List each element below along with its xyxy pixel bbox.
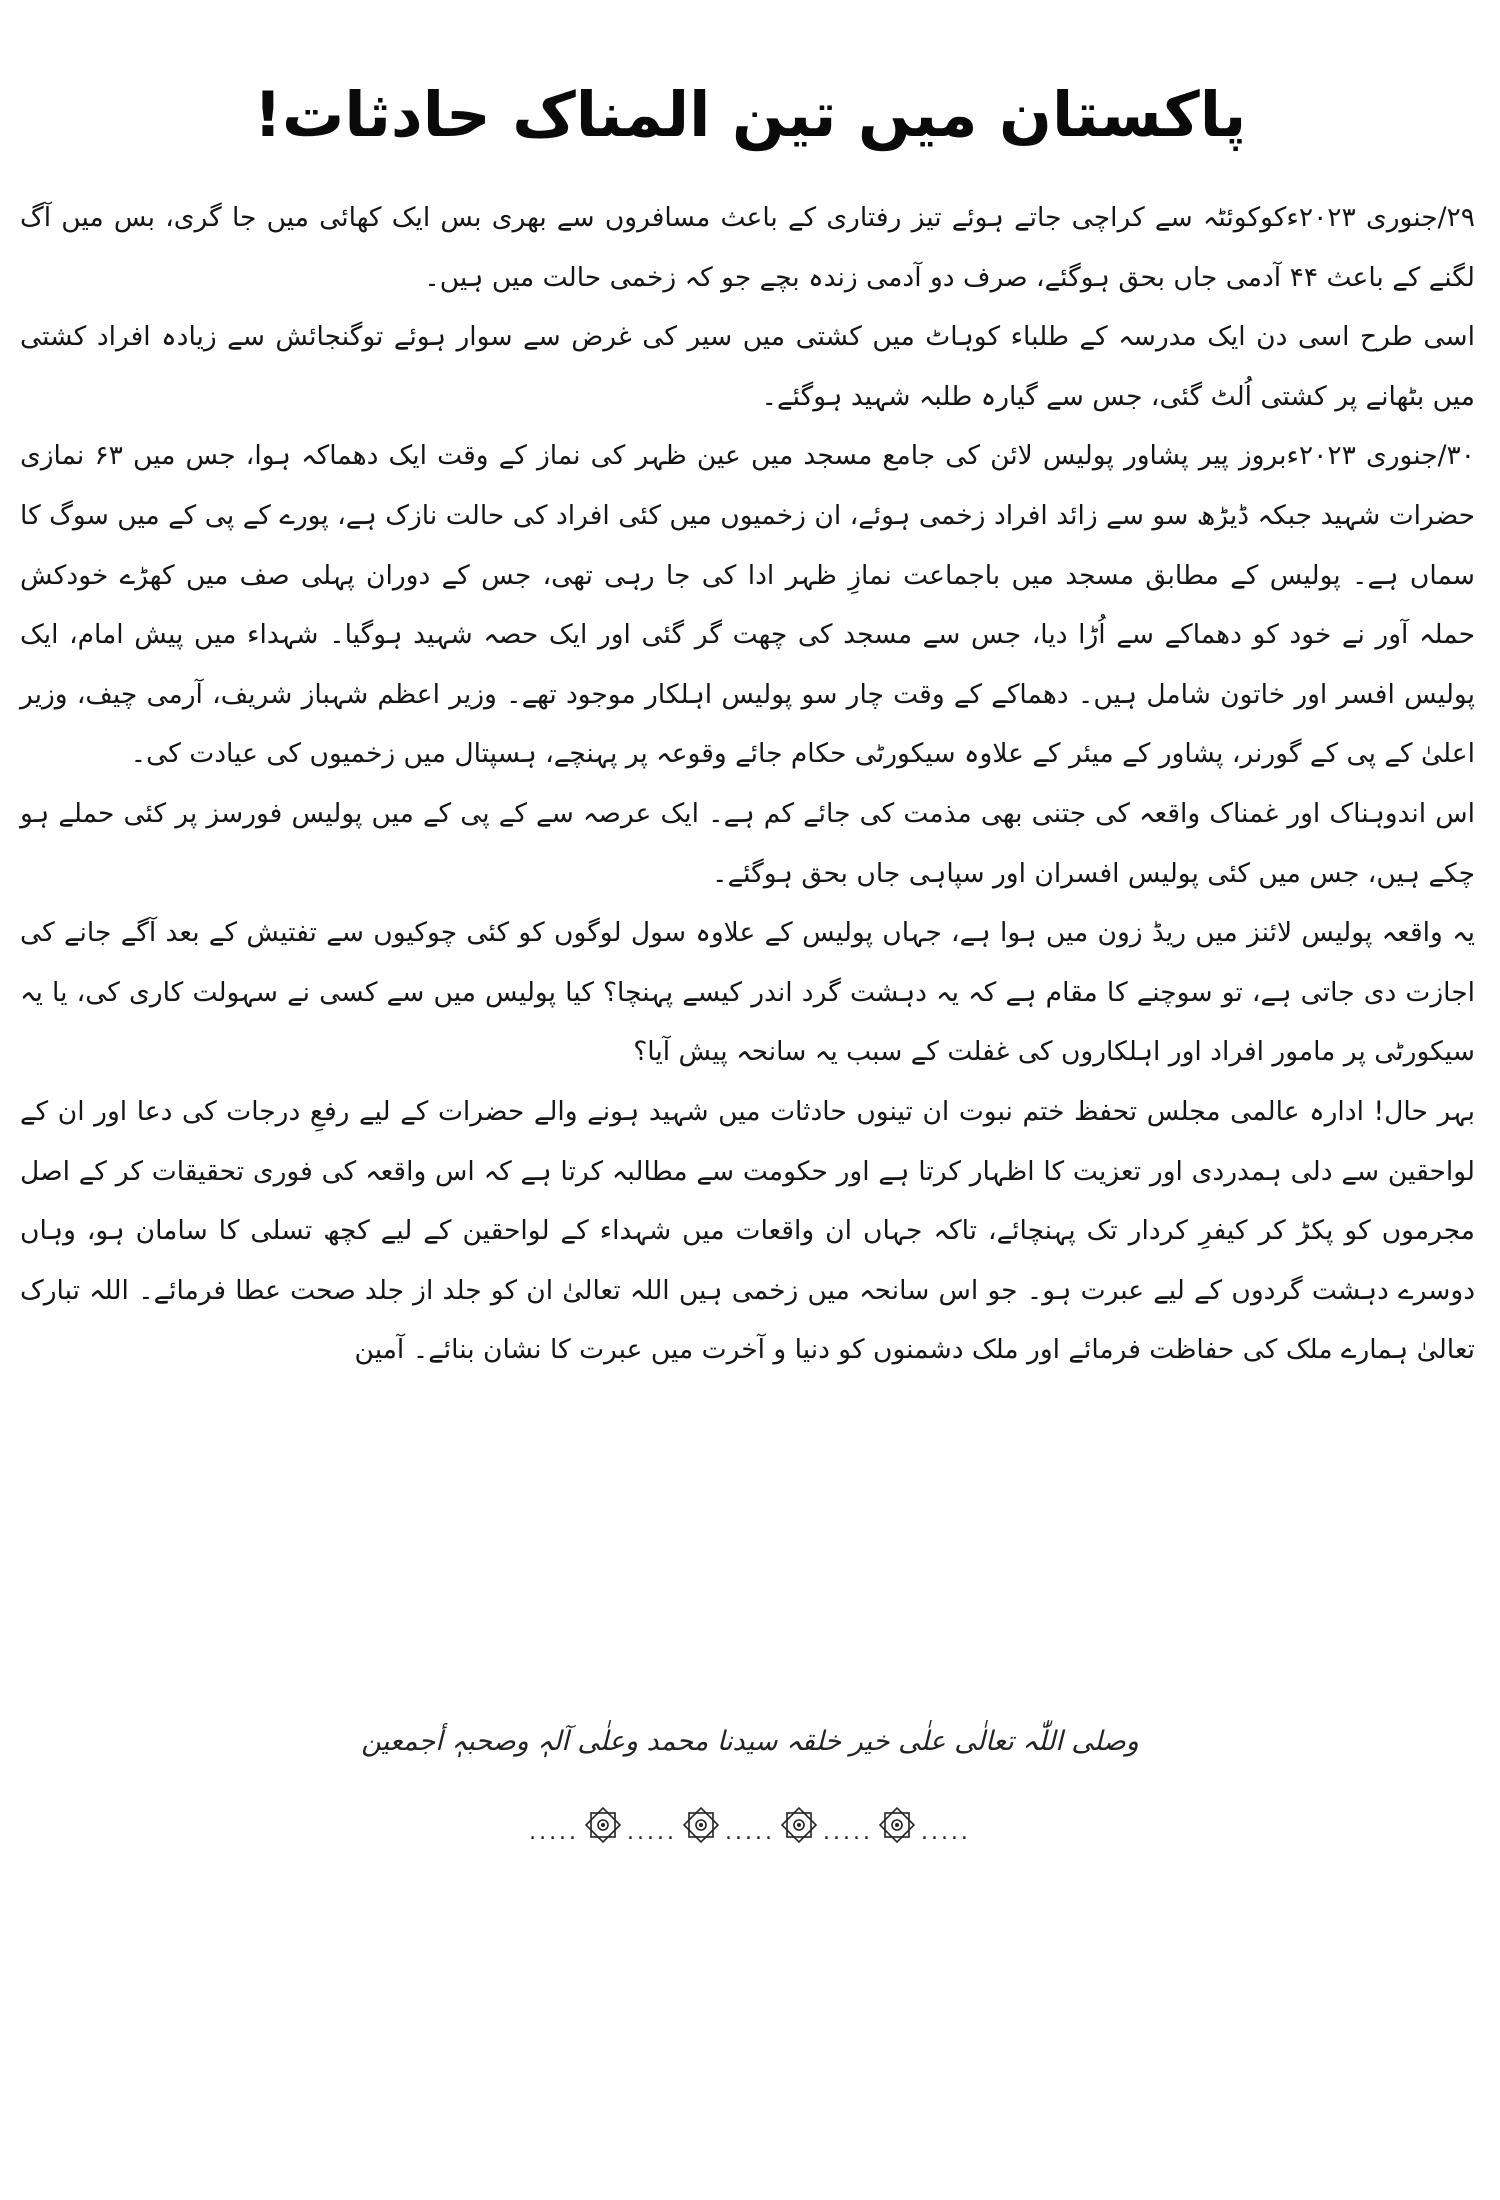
paragraph-security-questions: یہ واقعہ پولیس لائنز میں ریڈ زون میں ہوا ہے، جہاں پولیس کے علاوہ سول لوگوں کو کئی چوکیوں سے تفتیش کے بعد آگے جانے کی اجازت دی جاتی ہے، تو سوچنے کا مقام ہے کہ یہ دہشت گرد اندر کیسے پہنچا؟ کیا پولیس میں سے کسی نے سہولت کاری کی، یا یہ سیکورٹی پر مامور افراد اور اہلکاروں کی غفلت کے سبب یہ سانحہ پیش آیا؟	[20, 917, 1475, 1068]
article-title: پاکستان میں تین المناک حادثات!	[253, 78, 1247, 151]
paragraph-condemnation: اس اندوہناک اور غمناک واقعہ کی جتنی بھی مذمت کی جائے کم ہے۔ ایک عرصہ سے کے پی کے میں پولیس فورسز پر کئی حملے ہو چکے ہیں، جس میں کئی پولیس افسران اور سپاہی جاں بحق ہوگئے۔	[20, 797, 1475, 889]
separator-dots: .....	[725, 1819, 775, 1845]
separator-dots: .....	[529, 1819, 580, 1845]
eight-point-star-icon	[877, 1805, 917, 1845]
article-body	[20, 188, 1475, 1380]
eight-point-star-icon	[583, 1805, 623, 1845]
closing-prayer: وصلی اللّٰہ تعالٰی علٰی خیر خلقہ سیدنا محمد وعلٰی آلہٖ وصحبہٖ أجمعین	[361, 1726, 1139, 1757]
paragraph-prayer-and-demand: بہر حال! ادارہ عالمی مجلس تحفظ ختم نبوت ان تینوں حادثات میں شہید ہونے والے حضرات کے لیے رفعِ درجات کی دعا اور ان کے لواحقین سے دلی ہمدردی اور تعزیت کا اظہار کرتا ہے اور حکومت سے مطالبہ کرتا ہے کہ اس واقعہ کی فوری تحقیقات کر کے اصل مجرموں کو پکڑ کر کیفرِ کردار تک پہنچائے، تاکہ جہاں ان واقعات میں شہداء کے لواحقین کے لیے کچھ تسلی کا سامان ہو، وہاں دوسرے دہشت گردوں کے لیے عبرت ہو۔ جو اس سانحہ میں زخمی ہیں اللہ تعالیٰ ان کو جلد از جلد صحت عطا فرمائے۔ اللہ تبارک تعالیٰ ہمارے ملک کی حفاظت فرمائے اور ملک دشمنوں کو دنیا و آخرت میں عبرت کا نشان بنائے۔ آمین	[20, 1095, 1475, 1366]
eight-point-star-icon	[681, 1805, 721, 1845]
ornamental-separator	[0, 1800, 1500, 1850]
eight-point-star-icon	[779, 1805, 819, 1845]
paragraph-peshawar-mosque-blast: ۳۰/جنوری ۲۰۲۳ءبروز پیر پشاور پولیس لائن کی جامع مسجد میں عین ظہر کی نماز کے وقت ایک دھماکہ ہوا، جس میں ۶۳ نمازی حضرات شہید جبکہ ڈیڑھ سو سے زائد افراد زخمی ہوئے، ان زخمیوں میں کئی افراد کی حالت نازک ہے، پورے کے پی کے میں سوگ کا سماں ہے۔ پولیس کے مطابق مسجد میں باجماعت نمازِ ظہر ادا کی جا رہی تھی، جس کے دوران پہلی صف میں کھڑے خودکش حملہ آور نے خود کو دھماکے سے اُڑا دیا، جس سے مسجد کی چھت گر گئی اور ایک حصہ شہید ہوگیا۔ شہداء میں پیش امام، ایک پولیس افسر اور خاتون شامل ہیں۔ دھماکے کے وقت چار سو پولیس اہلکار موجود تھے۔ وزیر اعظم شہباز شریف، آرمی چیف، وزیر اعلیٰ کے پی کے گورنر، پشاور کے میئر کے علاوہ سیکورٹی حکام جائے وقوعہ پر پہنچے، ہسپتال میں زخمیوں کی عیادت کی۔	[20, 440, 1475, 770]
paragraph-kohat-boat-accident: اسی طرح اسی دن ایک مدرسہ کے طلباء کوہاٹ میں کشتی میں سیر کی غرض سے سوار ہوئے توگنجائش سے زیادہ افراد کشتی میں بٹھانے پر کشتی اُلٹ گئی، جس سے گیارہ طلبہ شہید ہوگئے۔	[20, 321, 1475, 412]
separator-dots: .....	[920, 1819, 971, 1845]
separator-dots: .....	[822, 1819, 873, 1845]
separator-dots: .....	[627, 1819, 678, 1845]
paragraph-quetta-bus-accident: ۲۹/جنوری ۲۰۲۳ءکوکوئٹہ سے کراچی جاتے ہوئے تیز رفتاری کے باعث مسافروں سے بھری بس ایک کھائی میں جا گری، بس میں آگ لگنے کے باعث ۴۴ آدمی جاں بحق ہوگئے، صرف دو آدمی زندہ بچے جو کہ زخمی حالت میں ہیں۔	[20, 202, 1475, 293]
